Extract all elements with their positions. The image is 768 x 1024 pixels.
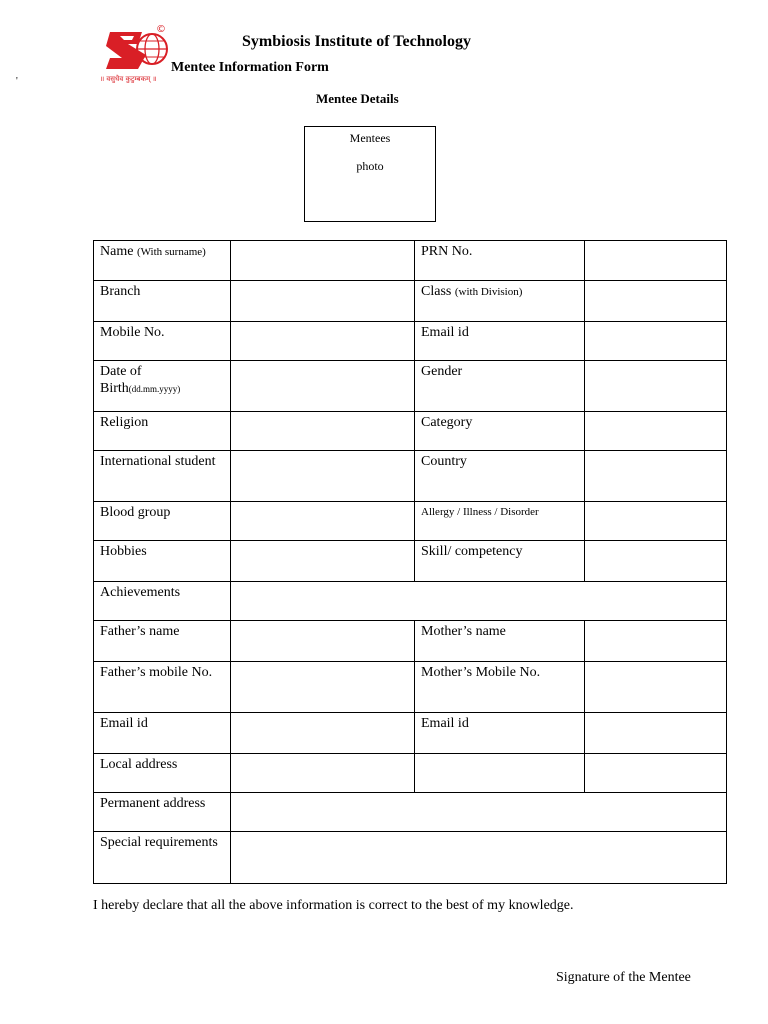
dob-field[interactable] [231,361,415,412]
table-row [94,582,727,621]
local-address-label: Local address [94,754,231,793]
father-email-label: Email id [94,713,231,754]
blood-group-field[interactable] [231,502,415,541]
gender-field[interactable] [585,361,727,412]
mobile-field[interactable] [231,322,415,361]
table-row [94,322,727,361]
name-label: Name (With surname) [94,241,231,281]
photo-label-line2: photo [356,159,384,173]
religion-field[interactable] [231,412,415,451]
table-row [94,793,727,832]
mobile-label: Mobile No. [94,322,231,361]
permanent-address-field[interactable] [231,793,727,832]
religion-label: Religion [94,412,231,451]
allergy-field[interactable] [585,502,727,541]
section-title: Mentee Details [316,91,399,106]
prn-label: PRN No. [415,241,585,281]
mother-name-label: Mother’s name [415,621,585,662]
mother-email-field[interactable] [585,713,727,754]
special-requirements-label: Special requirements [94,832,231,884]
allergy-label: Allergy / Illness / Disorder [415,502,585,541]
logo-graphic [98,22,178,84]
international-student-label: International student [94,451,231,502]
table-row [94,754,727,793]
permanent-address-label: Permanent address [94,793,231,832]
local-address-field-3[interactable] [585,754,727,793]
father-name-label: Father’s name [94,621,231,662]
special-requirements-field[interactable] [231,832,727,884]
father-mobile-field[interactable] [231,662,415,713]
table-row [94,451,727,502]
table-row [94,662,727,713]
institute-logo [98,22,178,84]
international-student-field[interactable] [231,451,415,502]
skill-label: Skill/ competency [415,541,585,582]
logo-s-icon [106,32,146,69]
local-address-field[interactable] [231,754,415,793]
blood-group-label: Blood group [94,502,231,541]
mother-mobile-field[interactable] [585,662,727,713]
mentee-details-table [93,240,727,884]
photo-label-line1: Mentees [349,131,391,145]
form-title: Mentee Information Form [171,60,329,75]
father-name-field[interactable] [231,621,415,662]
skill-field[interactable] [585,541,727,582]
table-row [94,502,727,541]
achievements-label: Achievements [94,582,231,621]
country-field[interactable] [585,451,727,502]
name-field[interactable] [231,241,415,281]
mother-name-field[interactable] [585,621,727,662]
local-address-field-2[interactable] [415,754,585,793]
table-row [94,241,727,281]
email-field[interactable] [585,322,727,361]
mother-email-label: Email id [415,713,585,754]
achievements-field[interactable] [231,582,727,621]
logo-motto: ॥ वसुधैव कुटुम्बकम् ॥ [100,75,157,83]
declaration-text: I hereby declare that all the above information is correct to the best of my knowledge. [93,898,574,913]
mentee-photo-box[interactable] [304,126,436,222]
email-label: Email id [415,322,585,361]
hobbies-field[interactable] [231,541,415,582]
father-mobile-label: Father’s mobile No. [94,662,231,713]
hobbies-label: Hobbies [94,541,231,582]
category-label: Category [415,412,585,451]
stray-mark: ' [16,76,18,87]
class-label: Class (with Division) [415,281,585,322]
category-field[interactable] [585,412,727,451]
institute-title: Symbiosis Institute of Technology [242,33,471,50]
father-email-field[interactable] [231,713,415,754]
table-row [94,541,727,582]
branch-field[interactable] [231,281,415,322]
dob-label: Date of Birth(dd.mm.yyyy) [94,361,231,412]
logo-copyright-mark: © [156,24,166,35]
class-field[interactable] [585,281,727,322]
table-row [94,621,727,662]
table-row [94,713,727,754]
table-row [94,832,727,884]
country-label: Country [415,451,585,502]
table-row [94,412,727,451]
table-row [94,281,727,322]
branch-label: Branch [94,281,231,322]
signature-label: Signature of the Mentee [556,970,691,985]
prn-field[interactable] [585,241,727,281]
table-row [94,361,727,412]
gender-label: Gender [415,361,585,412]
mother-mobile-label: Mother’s Mobile No. [415,662,585,713]
